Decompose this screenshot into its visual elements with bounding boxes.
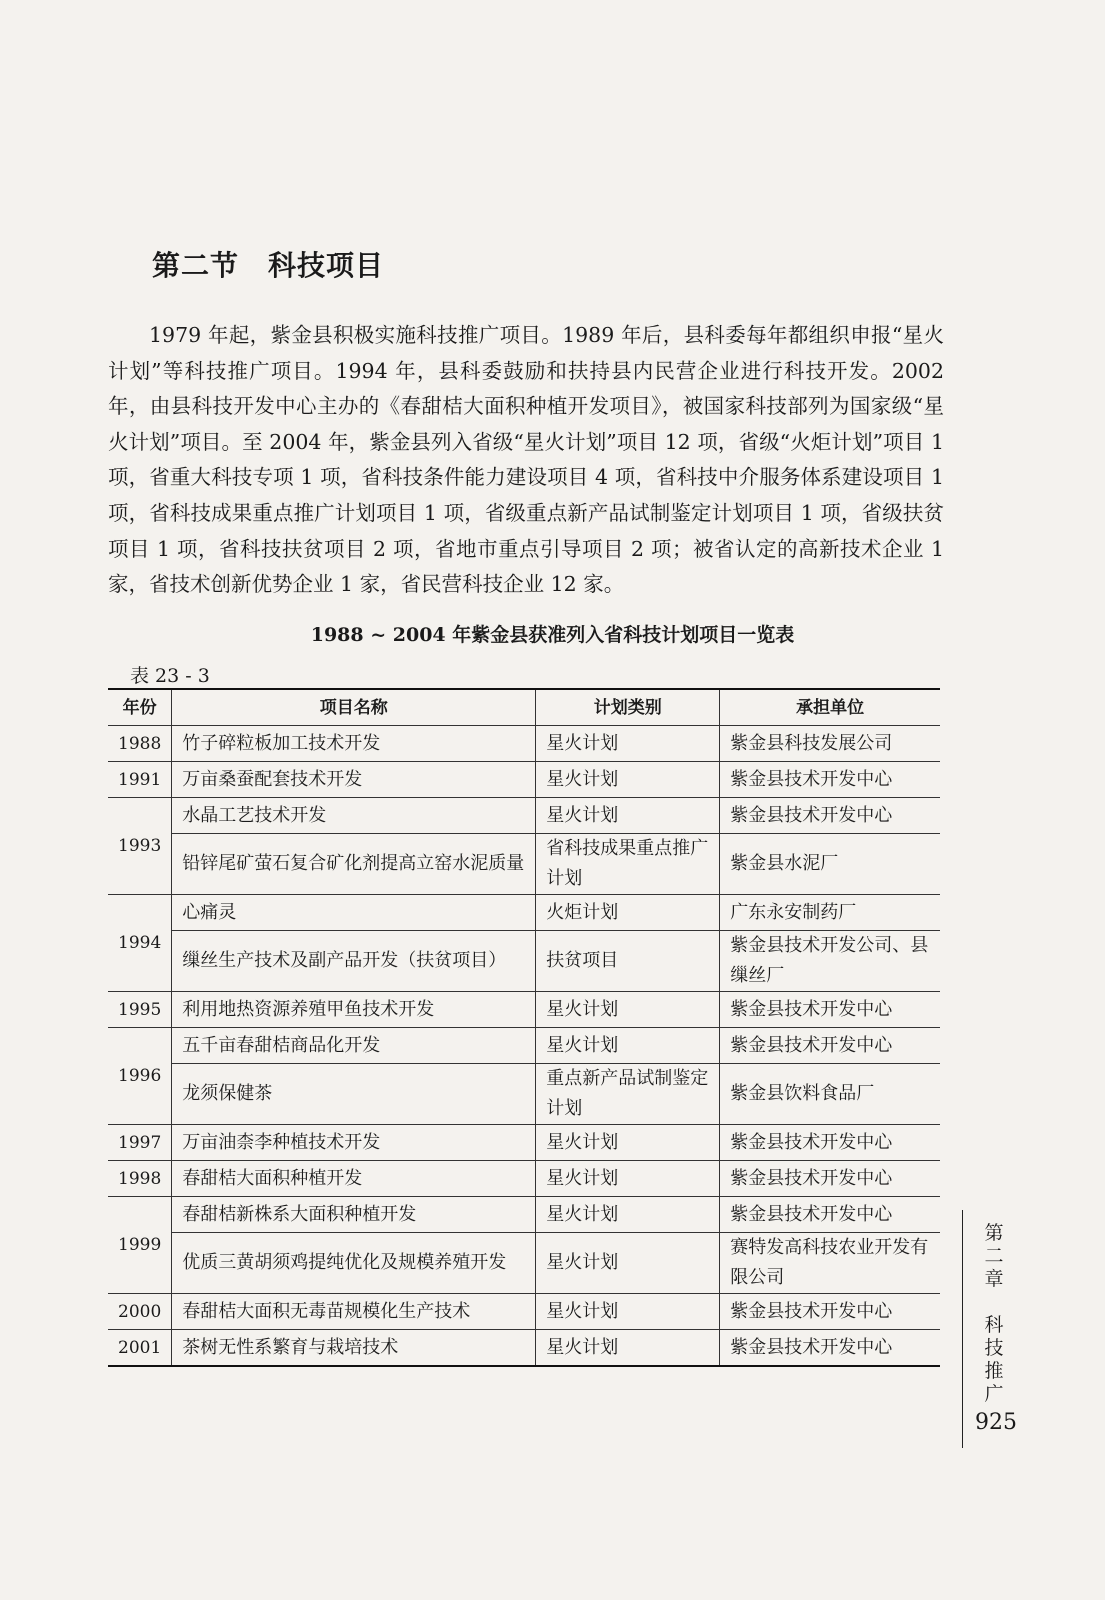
side-chapter: 第二章 <box>984 1222 1004 1290</box>
cell-unit: 紫金县水泥厂 <box>720 834 940 895</box>
cell-name: 春甜桔大面积种植开发 <box>172 1161 536 1197</box>
cell-type: 重点新产品试制鉴定计划 <box>536 1064 720 1125</box>
table-row <box>108 1161 940 1197</box>
table-row <box>108 1064 940 1125</box>
cell-unit: 紫金县技术开发中心 <box>720 1294 940 1330</box>
cell-type: 星火计划 <box>536 1330 720 1367</box>
cell-year: 1995 <box>108 992 172 1028</box>
cell-year: 1999 <box>108 1197 172 1294</box>
cell-type: 星火计划 <box>536 1028 720 1064</box>
projects-table <box>108 688 940 1367</box>
cell-name: 铅锌尾矿萤石复合矿化剂提高立窑水泥质量 <box>172 834 536 895</box>
cell-unit: 赛特发高科技农业开发有限公司 <box>720 1233 940 1294</box>
cell-type: 星火计划 <box>536 762 720 798</box>
intro-paragraph: 1979 年起，紫金县积极实施科技推广项目。1989 年后，县科委每年都组织申报“星火计划”等科技推广项目。1994 年，县科委鼓励和扶持县内民营企业进行科技开发。2002 年，由县科技开发中心主办的《春甜桔大面积种植开发项目》，被国家科技部列为国家级“星火计划”项目。至 2004 年，紫金县列入省级“星火计划”项目 12 项，省级“火炬计划”项目 1 项，省重大科技专项 1 项，省科技条件能力建设项目 4 项，省科技中介服务体系建设项目 1 项，省科技成果重点推广计划项目 1 项，省级重点新产品试制鉴定计划项目 1 项，省级扶贫项目 1 项，省科技扶贫项目 2 项，省地市重点引导项目 2 项；被省认定的高新技术企业 1 家，省技术创新优势企业 1 家，省民营科技企业 12 家。 <box>108 323 944 597</box>
table-row <box>108 1197 940 1233</box>
table-row <box>108 895 940 931</box>
cell-year: 1988 <box>108 726 172 762</box>
cell-unit: 紫金县技术开发中心 <box>720 1161 940 1197</box>
table-row <box>108 931 940 992</box>
table-row <box>108 992 940 1028</box>
cell-type: 星火计划 <box>536 798 720 834</box>
cell-name: 优质三黄胡须鸡提纯优化及规模养殖开发 <box>172 1233 536 1294</box>
cell-type: 省科技成果重点推广计划 <box>536 834 720 895</box>
cell-year: 1993 <box>108 798 172 895</box>
table-row <box>108 726 940 762</box>
cell-year: 2001 <box>108 1330 172 1367</box>
cell-unit: 紫金县技术开发公司、县缫丝厂 <box>720 931 940 992</box>
cell-year: 1998 <box>108 1161 172 1197</box>
header-year: 年份 <box>108 689 172 726</box>
cell-unit: 紫金县技术开发中心 <box>720 1028 940 1064</box>
cell-unit: 紫金县技术开发中心 <box>720 798 940 834</box>
cell-year: 1996 <box>108 1028 172 1125</box>
header-type: 计划类别 <box>536 689 720 726</box>
cell-name: 缫丝生产技术及副产品开发（扶贫项目） <box>172 931 536 992</box>
cell-year: 1994 <box>108 895 172 992</box>
cell-name: 水晶工艺技术开发 <box>172 798 536 834</box>
table-label: 表 23 - 3 <box>130 665 210 687</box>
cell-name: 万亩桑蚕配套技术开发 <box>172 762 536 798</box>
header-unit: 承担单位 <box>720 689 940 726</box>
cell-name: 五千亩春甜桔商品化开发 <box>172 1028 536 1064</box>
cell-type: 星火计划 <box>536 992 720 1028</box>
cell-unit: 紫金县科技发展公司 <box>720 726 940 762</box>
page-number: 925 <box>975 1410 1017 1435</box>
cell-unit: 紫金县技术开发中心 <box>720 762 940 798</box>
table-row <box>108 798 940 834</box>
cell-name: 利用地热资源养殖甲鱼技术开发 <box>172 992 536 1028</box>
cell-type: 星火计划 <box>536 1233 720 1294</box>
cell-name: 茶树无性系繁育与栽培技术 <box>172 1330 536 1367</box>
cell-name: 竹子碎粒板加工技术开发 <box>172 726 536 762</box>
section-title: 第二节 科技项目 <box>152 249 385 282</box>
table-row <box>108 1330 940 1367</box>
cell-name: 心痛灵 <box>172 895 536 931</box>
table-row <box>108 762 940 798</box>
cell-unit: 紫金县技术开发中心 <box>720 1330 940 1367</box>
header-name: 项目名称 <box>172 689 536 726</box>
table-title: 1988 ~ 2004 年紫金县获准列入省科技计划项目一览表 <box>310 624 795 646</box>
cell-year: 1997 <box>108 1125 172 1161</box>
cell-year: 2000 <box>108 1294 172 1330</box>
table-header-row <box>108 689 940 726</box>
cell-type: 星火计划 <box>536 726 720 762</box>
cell-name: 龙须保健茶 <box>172 1064 536 1125</box>
side-rule <box>962 1210 963 1448</box>
cell-unit: 紫金县技术开发中心 <box>720 1197 940 1233</box>
cell-type: 扶贫项目 <box>536 931 720 992</box>
cell-type: 星火计划 <box>536 1294 720 1330</box>
table-row <box>108 1233 940 1294</box>
cell-name: 春甜桔新株系大面积种植开发 <box>172 1197 536 1233</box>
cell-name: 春甜桔大面积无毒苗规模化生产技术 <box>172 1294 536 1330</box>
side-topic: 科技推广 <box>984 1314 1004 1405</box>
cell-unit: 紫金县技术开发中心 <box>720 1125 940 1161</box>
table-row <box>108 1125 940 1161</box>
cell-unit: 广东永安制药厂 <box>720 895 940 931</box>
cell-type: 星火计划 <box>536 1197 720 1233</box>
table-row <box>108 1294 940 1330</box>
cell-unit: 紫金县技术开发中心 <box>720 992 940 1028</box>
table-row <box>108 834 940 895</box>
side-chapter-label <box>982 1222 1006 1406</box>
cell-type: 星火计划 <box>536 1161 720 1197</box>
cell-type: 火炬计划 <box>536 895 720 931</box>
cell-year: 1991 <box>108 762 172 798</box>
cell-name: 万亩油柰李种植技术开发 <box>172 1125 536 1161</box>
cell-type: 星火计划 <box>536 1125 720 1161</box>
cell-unit: 紫金县饮料食品厂 <box>720 1064 940 1125</box>
table-row <box>108 1028 940 1064</box>
